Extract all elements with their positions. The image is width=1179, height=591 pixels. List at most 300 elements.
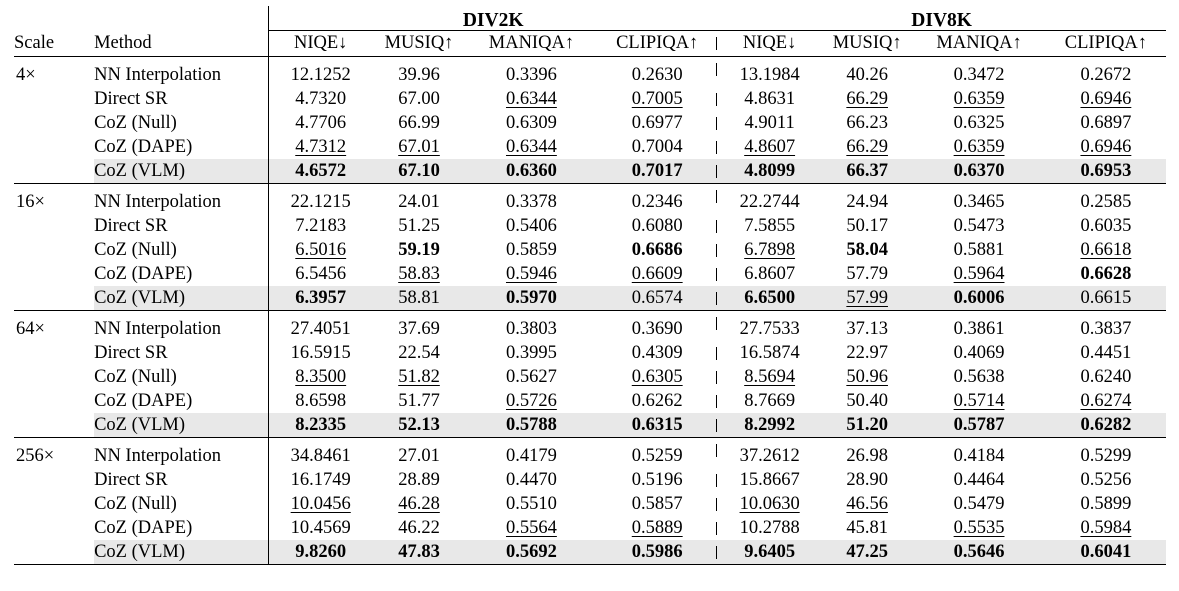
table-row (14, 516, 1166, 540)
method-cell: Direct SR (94, 342, 168, 363)
value-cell (912, 87, 1045, 111)
value-cell (597, 540, 717, 565)
scale-cell (14, 365, 94, 389)
value-text: 0.3378 (505, 191, 557, 212)
value-text: 22.1215 (290, 191, 351, 212)
value-text: 0.3472 (953, 64, 1005, 85)
value-cell (466, 540, 597, 565)
scale-cell (14, 389, 94, 413)
value-text: 7.5855 (744, 215, 796, 236)
value-cell (1046, 57, 1166, 88)
value-cell (466, 516, 597, 540)
value-text: 0.5857 (631, 493, 683, 514)
value-text: 58.81 (398, 287, 440, 308)
value-cell (466, 286, 597, 311)
value-cell (597, 238, 717, 262)
value-cell (269, 413, 373, 438)
table-row (14, 365, 1166, 389)
value-text: 0.6953 (1080, 160, 1132, 181)
value-text: 8.3500 (295, 366, 347, 387)
value-cell (1046, 262, 1166, 286)
value-cell (912, 214, 1045, 238)
table-row (14, 135, 1166, 159)
value-cell (597, 57, 717, 88)
value-text: 8.5694 (744, 366, 796, 387)
value-cell (597, 516, 717, 540)
scale-cell (14, 341, 94, 365)
value-cell (372, 238, 465, 262)
value-text: 10.0456 (290, 493, 351, 514)
value-cell (1046, 389, 1166, 413)
scale-cell (14, 135, 94, 159)
value-cell (1046, 341, 1166, 365)
method-cell: CoZ (DAPE) (94, 263, 193, 284)
value-text: 0.6006 (953, 287, 1005, 308)
value-cell (372, 389, 465, 413)
value-cell (912, 540, 1045, 565)
value-text: 0.5627 (505, 366, 557, 387)
value-cell (822, 389, 912, 413)
method-cell: CoZ (DAPE) (94, 390, 193, 411)
column-header-div2k-niqe: NIQE↓ (269, 31, 373, 57)
value-text: 9.8260 (295, 541, 347, 562)
method-cell: Direct SR (94, 215, 168, 236)
method-cell: CoZ (DAPE) (94, 517, 193, 538)
value-cell (717, 311, 822, 342)
value-text: 0.4309 (631, 342, 683, 363)
value-cell (597, 468, 717, 492)
value-text: 0.5256 (1080, 469, 1132, 490)
value-text: 0.6946 (1080, 136, 1132, 157)
value-text: 0.4184 (953, 445, 1005, 466)
value-text: 0.5299 (1080, 445, 1132, 466)
column-header-div8k-niqe: NIQE↓ (717, 31, 822, 57)
method-cell: CoZ (VLM) (94, 540, 269, 565)
value-cell (597, 87, 717, 111)
value-cell (269, 87, 373, 111)
value-text: 52.13 (398, 414, 440, 435)
method-cell: CoZ (VLM) (94, 159, 269, 184)
value-cell (912, 184, 1045, 215)
value-cell (1046, 184, 1166, 215)
group-header-div2k: DIV2K (269, 6, 718, 31)
value-text: 0.6574 (631, 287, 683, 308)
scale-cell (14, 492, 94, 516)
value-text: 6.5016 (295, 239, 347, 260)
value-cell (912, 311, 1045, 342)
value-text: 0.6686 (631, 239, 683, 260)
value-cell (597, 389, 717, 413)
value-cell (372, 516, 465, 540)
method-cell: NN Interpolation (94, 445, 221, 466)
value-text: 66.37 (846, 160, 888, 181)
value-cell (372, 159, 465, 184)
value-cell (717, 540, 822, 565)
value-text: 0.5259 (631, 445, 683, 466)
table-row (14, 492, 1166, 516)
value-cell (822, 540, 912, 565)
value-text: 0.7017 (631, 160, 683, 181)
value-text: 0.6360 (505, 160, 557, 181)
value-text: 46.56 (846, 493, 888, 514)
value-cell (466, 159, 597, 184)
value-text: 7.2183 (295, 215, 347, 236)
value-text: 0.6305 (631, 366, 683, 387)
value-text: 0.3465 (953, 191, 1005, 212)
value-cell (269, 286, 373, 311)
method-cell: CoZ (VLM) (94, 286, 269, 311)
value-text: 0.6615 (1080, 287, 1132, 308)
value-cell (372, 438, 465, 469)
value-cell (1046, 492, 1166, 516)
value-cell (597, 438, 717, 469)
value-text: 0.5473 (953, 215, 1005, 236)
value-cell (717, 492, 822, 516)
value-cell (912, 516, 1045, 540)
value-text: 51.20 (846, 414, 888, 435)
value-text: 22.97 (846, 342, 888, 363)
value-cell (372, 365, 465, 389)
column-header-method: Method (94, 31, 269, 57)
value-text: 0.5881 (953, 239, 1005, 260)
scale-cell: 256× (16, 445, 55, 466)
value-cell (1046, 87, 1166, 111)
value-text: 8.6598 (295, 390, 347, 411)
value-cell (597, 286, 717, 311)
table-row (14, 214, 1166, 238)
value-text: 6.5456 (295, 263, 347, 284)
value-cell (466, 87, 597, 111)
value-cell (597, 413, 717, 438)
value-text: 0.6240 (1080, 366, 1132, 387)
value-text: 8.2992 (744, 414, 796, 435)
value-cell (466, 311, 597, 342)
value-text: 6.6500 (744, 287, 796, 308)
value-cell (912, 341, 1045, 365)
value-text: 27.7533 (739, 318, 800, 339)
value-cell (717, 238, 822, 262)
value-text: 0.5479 (953, 493, 1005, 514)
value-text: 22.2744 (739, 191, 800, 212)
value-cell (597, 365, 717, 389)
value-text: 0.3861 (953, 318, 1005, 339)
value-cell (597, 262, 717, 286)
value-text: 0.6274 (1080, 390, 1132, 411)
value-text: 57.79 (846, 263, 888, 284)
value-text: 4.7706 (295, 112, 347, 133)
value-text: 0.6309 (505, 112, 557, 133)
value-cell (372, 135, 465, 159)
value-cell (466, 262, 597, 286)
value-cell (912, 492, 1045, 516)
value-cell (822, 492, 912, 516)
table-row (14, 111, 1166, 135)
table-row (14, 238, 1166, 262)
scale-cell (14, 262, 94, 286)
value-cell (269, 214, 373, 238)
value-cell (1046, 111, 1166, 135)
value-cell (269, 365, 373, 389)
value-cell (269, 516, 373, 540)
value-text: 0.6344 (505, 88, 557, 109)
value-cell (372, 214, 465, 238)
value-cell (717, 389, 822, 413)
column-header-scale: Scale (14, 31, 94, 57)
scale-cell (14, 286, 94, 311)
value-text: 27.4051 (290, 318, 351, 339)
value-text: 0.5638 (953, 366, 1005, 387)
value-text: 4.7312 (295, 136, 347, 157)
value-cell (466, 57, 597, 88)
value-cell (597, 159, 717, 184)
value-text: 46.28 (398, 493, 440, 514)
value-cell (912, 111, 1045, 135)
value-text: 51.77 (398, 390, 440, 411)
value-text: 8.2335 (295, 414, 347, 435)
value-text: 58.04 (846, 239, 888, 260)
value-text: 67.00 (398, 88, 440, 109)
value-cell (466, 341, 597, 365)
value-text: 0.5564 (505, 517, 557, 538)
value-cell (597, 111, 717, 135)
value-cell (1046, 238, 1166, 262)
value-cell (822, 238, 912, 262)
value-text: 16.1749 (290, 469, 351, 490)
value-cell (822, 413, 912, 438)
value-text: 37.2612 (739, 445, 800, 466)
value-cell (466, 238, 597, 262)
value-text: 0.4451 (1080, 342, 1132, 363)
results-table (14, 6, 1166, 565)
value-text: 0.5726 (505, 390, 557, 411)
value-text: 4.7320 (295, 88, 347, 109)
value-text: 0.2630 (631, 64, 683, 85)
value-text: 66.23 (846, 112, 888, 133)
value-cell (912, 238, 1045, 262)
value-cell (372, 341, 465, 365)
value-cell (269, 540, 373, 565)
value-cell (466, 135, 597, 159)
value-text: 0.6609 (631, 263, 683, 284)
value-text: 50.40 (846, 390, 888, 411)
value-cell (269, 238, 373, 262)
value-text: 45.81 (846, 517, 888, 538)
value-text: 66.99 (398, 112, 440, 133)
value-cell (717, 516, 822, 540)
value-cell (1046, 413, 1166, 438)
value-cell (717, 57, 822, 88)
value-cell (269, 492, 373, 516)
value-cell (597, 135, 717, 159)
column-header-row (14, 31, 1166, 57)
value-text: 40.26 (846, 64, 888, 85)
value-text: 51.25 (398, 215, 440, 236)
value-cell (717, 438, 822, 469)
value-cell (717, 365, 822, 389)
value-text: 0.6315 (631, 414, 683, 435)
value-text: 24.01 (398, 191, 440, 212)
value-cell (466, 389, 597, 413)
value-text: 8.7669 (744, 390, 796, 411)
value-text: 15.8667 (739, 469, 800, 490)
column-header-div2k-clipiqa: CLIPIQA↑ (597, 31, 717, 57)
value-cell (269, 438, 373, 469)
value-cell (372, 468, 465, 492)
value-text: 24.94 (846, 191, 888, 212)
value-cell (1046, 540, 1166, 565)
value-cell (822, 365, 912, 389)
value-text: 0.6370 (953, 160, 1005, 181)
value-cell (717, 184, 822, 215)
value-text: 10.2788 (739, 517, 800, 538)
value-cell (372, 286, 465, 311)
value-cell (597, 184, 717, 215)
value-text: 50.17 (846, 215, 888, 236)
value-text: 66.29 (846, 136, 888, 157)
group-header-div8k: DIV8K (717, 6, 1166, 31)
value-cell (269, 262, 373, 286)
value-cell (717, 262, 822, 286)
value-text: 0.2346 (631, 191, 683, 212)
value-cell (912, 135, 1045, 159)
value-text: 13.1984 (739, 64, 800, 85)
scale-cell: 16× (16, 191, 45, 212)
value-cell (1046, 214, 1166, 238)
column-header-div8k-musiq: MUSIQ↑ (822, 31, 912, 57)
table-row (14, 389, 1166, 413)
value-text: 0.2672 (1080, 64, 1132, 85)
value-text: 50.96 (846, 366, 888, 387)
value-cell (269, 311, 373, 342)
value-cell (822, 214, 912, 238)
scale-cell (14, 516, 94, 540)
value-text: 0.6325 (953, 112, 1005, 133)
scale-cell: 4× (16, 64, 36, 85)
value-cell (597, 492, 717, 516)
value-text: 0.5964 (953, 263, 1005, 284)
value-text: 0.6628 (1080, 263, 1132, 284)
method-cell: CoZ (Null) (94, 112, 177, 133)
value-text: 9.6405 (744, 541, 796, 562)
value-cell (912, 365, 1045, 389)
value-text: 0.3690 (631, 318, 683, 339)
value-text: 0.3995 (505, 342, 557, 363)
value-cell (822, 135, 912, 159)
value-text: 6.3957 (295, 287, 347, 308)
value-cell (372, 540, 465, 565)
column-header-div2k-maniqa: MANIQA↑ (466, 31, 597, 57)
value-cell (372, 87, 465, 111)
value-text: 26.98 (846, 445, 888, 466)
method-cell: CoZ (Null) (94, 239, 177, 260)
value-text: 0.2585 (1080, 191, 1132, 212)
value-text: 0.3837 (1080, 318, 1132, 339)
value-text: 0.5196 (631, 469, 683, 490)
value-text: 34.8461 (290, 445, 351, 466)
value-text: 0.5510 (505, 493, 557, 514)
value-cell (466, 214, 597, 238)
value-text: 0.5788 (505, 414, 557, 435)
value-cell (466, 468, 597, 492)
value-text: 0.5984 (1080, 517, 1132, 538)
value-cell (822, 262, 912, 286)
scale-cell (14, 413, 94, 438)
value-cell (1046, 159, 1166, 184)
value-text: 59.19 (398, 239, 440, 260)
value-text: 67.01 (398, 136, 440, 157)
value-text: 47.83 (398, 541, 440, 562)
value-cell (912, 389, 1045, 413)
value-text: 10.4569 (290, 517, 351, 538)
value-cell (912, 468, 1045, 492)
value-cell (269, 111, 373, 135)
value-cell (822, 184, 912, 215)
value-text: 39.96 (398, 64, 440, 85)
scale-cell (14, 111, 94, 135)
value-cell (822, 87, 912, 111)
value-cell (822, 438, 912, 469)
value-text: 46.22 (398, 517, 440, 538)
value-cell (269, 135, 373, 159)
value-text: 51.82 (398, 366, 440, 387)
value-text: 16.5915 (290, 342, 351, 363)
method-cell: CoZ (DAPE) (94, 136, 193, 157)
value-cell (466, 365, 597, 389)
value-text: 0.5535 (953, 517, 1005, 538)
method-cell: NN Interpolation (94, 318, 221, 339)
value-cell (717, 341, 822, 365)
value-cell (597, 214, 717, 238)
value-cell (717, 87, 822, 111)
value-cell (372, 57, 465, 88)
scale-cell (14, 87, 94, 111)
value-text: 0.5889 (631, 517, 683, 538)
value-text: 0.5986 (631, 541, 683, 562)
value-cell (372, 311, 465, 342)
value-text: 0.6977 (631, 112, 683, 133)
value-cell (912, 286, 1045, 311)
value-text: 6.8607 (744, 263, 796, 284)
table-row (14, 57, 1166, 88)
value-cell (269, 159, 373, 184)
value-text: 0.6359 (953, 88, 1005, 109)
value-cell (466, 438, 597, 469)
value-cell (1046, 438, 1166, 469)
value-cell (717, 159, 822, 184)
value-cell (269, 389, 373, 413)
value-cell (269, 341, 373, 365)
value-text: 4.9011 (744, 112, 795, 133)
value-text: 0.6282 (1080, 414, 1132, 435)
value-text: 22.54 (398, 342, 440, 363)
method-cell: Direct SR (94, 88, 168, 109)
table-row (14, 286, 1166, 311)
method-cell: Direct SR (94, 469, 168, 490)
value-text: 37.13 (846, 318, 888, 339)
column-header-div2k-musiq: MUSIQ↑ (372, 31, 465, 57)
table-row (14, 262, 1166, 286)
value-text: 0.6618 (1080, 239, 1132, 260)
value-text: 0.3803 (505, 318, 557, 339)
scale-cell (14, 238, 94, 262)
value-cell (269, 57, 373, 88)
value-text: 4.8607 (744, 136, 796, 157)
value-text: 4.8631 (744, 88, 796, 109)
value-text: 0.6344 (505, 136, 557, 157)
value-cell (717, 286, 822, 311)
value-text: 57.99 (846, 287, 888, 308)
table-row (14, 184, 1166, 215)
